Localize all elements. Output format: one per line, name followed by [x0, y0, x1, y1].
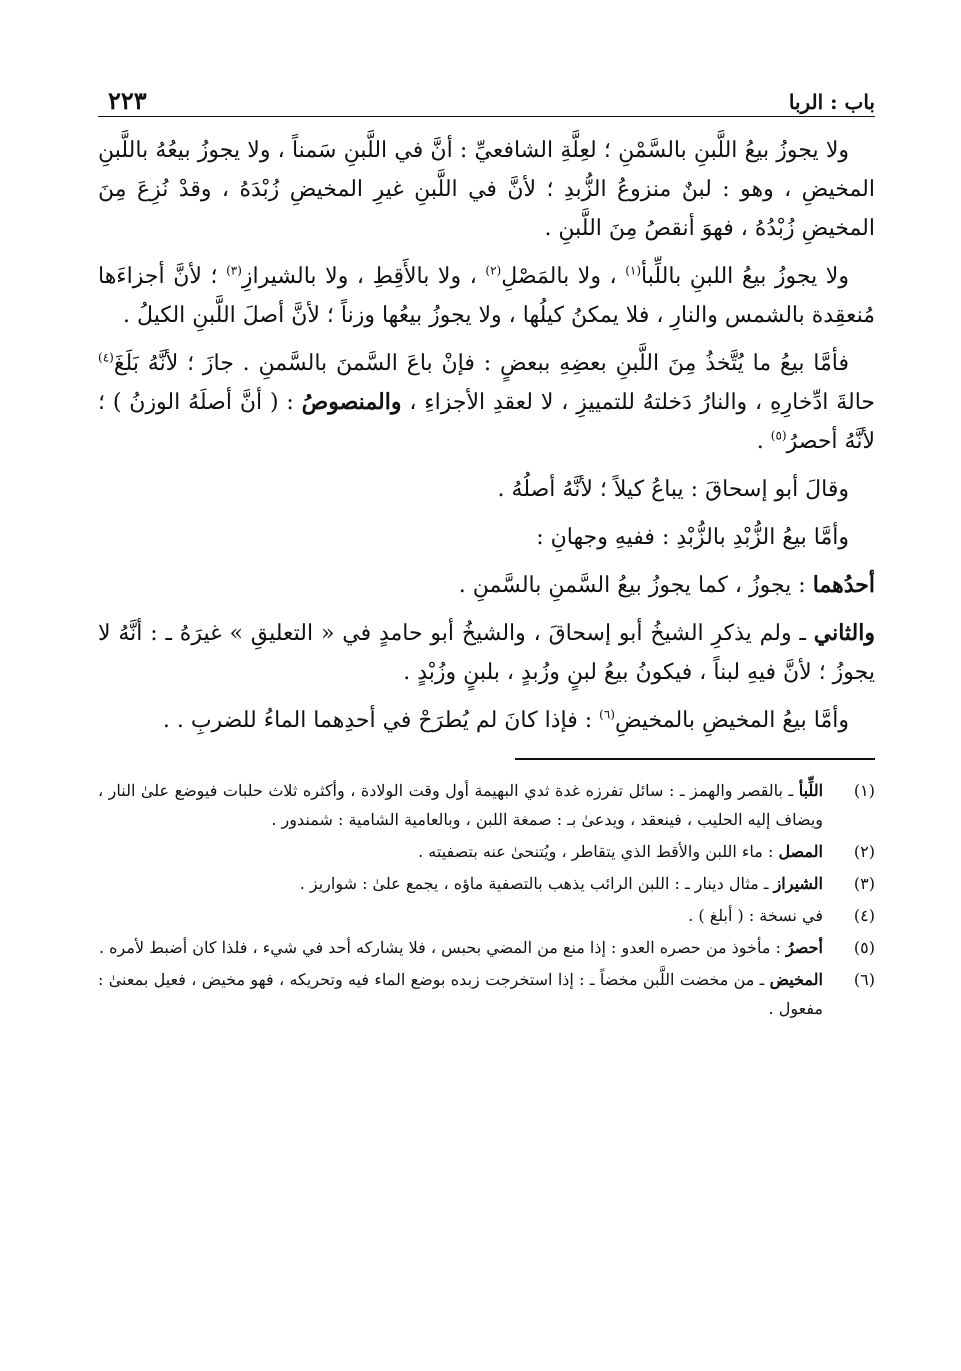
- document-page: [98, 80, 875, 1340]
- main-text: [98, 131, 875, 740]
- text-span: وأمَّا بيعُ المخيضِ بالمخيضِ: [614, 708, 849, 733]
- page-number: ٢٢٣: [108, 86, 147, 115]
- footnote-body: : مأخوذ من حصره العدو : إذا منع من المضي بحبس ، فلا يشاركه أحد في شيء ، فلذا كان أضبط لأمره .: [99, 938, 786, 957]
- footnote-head: الشيراز: [773, 874, 823, 893]
- text-span: : ( أنَّ أصلَهُ الوزنُ ) ؛ لأنَّهُ أحصرُ: [98, 390, 875, 454]
- footnote-ref-4: (٤): [98, 350, 114, 365]
- footnote-text: [98, 837, 823, 866]
- text-span: ولا يجوزُ بيعُ اللبنِ باللِّبأ: [641, 264, 849, 289]
- footnote-head: اللِّبأ: [798, 781, 824, 800]
- paragraph-6: [98, 566, 875, 605]
- footnote-item: [98, 869, 875, 898]
- footnote-head: المصل: [778, 842, 823, 861]
- footnote-text: [98, 933, 823, 962]
- text-span: .: [756, 429, 771, 454]
- footnote-head: المخيض: [769, 970, 823, 989]
- footnote-ref-3: (٣): [226, 263, 242, 278]
- chapter-title: باب : الربا: [788, 90, 875, 114]
- footnote-body: ـ بالقصر والهمز ـ : سائل تفرزه غدة ثدي البهيمة أول وقت الولادة ، وأكثره ثلاث حلبات فيوضع علىٰ النار ، ويضاف إليه الحليب ، فينعقد ، ويدعىٰ بـ : صمغة اللبن ، وبالعامية الشامية : شمندور .: [98, 781, 823, 829]
- text-span: : يجوزُ ، كما يجوزُ بيعُ السَّمنِ بالسَّمنِ .: [458, 573, 813, 598]
- footnote-number: (٦): [853, 970, 875, 989]
- text-span: ، ولا بالأَقِطِ ، ولا بالشيرازِ: [241, 264, 486, 289]
- footnote-ref-5: (٥): [770, 428, 787, 443]
- footnote-number: (٣): [853, 874, 875, 893]
- footnote-text: [98, 776, 823, 834]
- text-span: ؛ لأنَّ أجزاءَها مُنعقِدة بالشمس والنارِ ، فلا يمكنُ كيلُها ، ولا يجوزُ بيعُها وزناً ؛ لأنَّ أصلَ اللَّبنِ الكيلُ .: [98, 264, 875, 328]
- footnote-item: [98, 837, 875, 866]
- footnote-body: في نسخة : ( أبلغ ) .: [688, 906, 823, 925]
- footnote-body: ـ مثال دينار ـ : اللبن الرائب يذهب بالتصفية ماؤه ، يجمع علىٰ : شواريز .: [299, 874, 774, 893]
- bold-term: والثاني: [813, 620, 875, 646]
- footnote-number: (٤): [853, 906, 875, 925]
- paragraph-4: وقالَ أبو إسحاقَ : يباعُ كيلاً ؛ لأنَّهُ أصلُهُ .: [497, 477, 849, 502]
- text-span: : فإذا كانَ لم يُطرَحْ في أحدِهما الماءُ للضربِ . .: [162, 708, 600, 733]
- footnote-ref-2: (٢): [485, 263, 502, 278]
- footnote-ref-1: (١): [625, 263, 642, 278]
- footnote-number: (٥): [853, 938, 875, 957]
- text-span: ، ولا بالمَصْلِ: [501, 264, 626, 289]
- paragraph-1: ولا يجوزُ بيعُ اللَّبنِ بالسَّمْنِ ؛ لعِلَّةِ الشافعيِّ : أنَّ في اللَّبنِ سَمناً ، ولا يجوزُ بيعُهُ باللَّبنِ المخيضِ ، وهو : لبنٌ منزوعُ الزُّبدِ ؛ لأنَّ في اللَّبنِ غيرِ المخيضِ زُبْدَهُ ، وقدْ نُزِعَ مِنَ المخيضِ زُبْدُهُ ، فهوَ أنقصُ مِنَ اللَّبنِ .: [98, 138, 875, 241]
- footnote-body: : ماء اللبن والأقط الذي يتقاطر ، ويُتنحىٰ عنه بتصفيته .: [418, 842, 779, 861]
- footnote-divider: [515, 758, 875, 760]
- footnote-item: [98, 776, 875, 834]
- paragraph-8: [98, 701, 875, 740]
- bold-term: أحدُهما: [812, 572, 875, 598]
- footnote-item: [98, 901, 875, 930]
- footnote-item: [98, 933, 875, 962]
- footnote-text: [98, 901, 823, 930]
- bold-term: والمنصوصُ: [301, 389, 402, 415]
- text-span: ـ ولم يذكرِ الشيخُ أبو إسحاقَ ، والشيخُ أبو حامدٍ في « التعليقِ » غيرَهُ ـ : أنَّهُ لا يجوزُ ؛ لأنَّ فيهِ لبناً ، فيكونُ بيعُ لبنٍ وزُبدٍ ، بلبنٍ وزُبْدٍ .: [98, 621, 875, 685]
- paragraph-5: وأمَّا بيعُ الزُّبْدِ بالزُّبْدِ : ففيهِ وجهانِ :: [536, 525, 849, 550]
- footnote-text: [98, 869, 823, 898]
- footnote-ref-6: (٦): [599, 707, 615, 722]
- footnote-body: ـ من مخضت اللَّبن مخضاً ـ : إذا استخرجت زبده بوضع الماء فيه وتحريكه ، فهو مخيض ، فعيل بمعنىٰ : مفعول .: [98, 970, 823, 1018]
- footnote-item: [98, 965, 875, 1023]
- footnote-number: (٢): [853, 842, 875, 861]
- paragraph-3: [98, 344, 875, 461]
- text-span: فأمَّا بيعُ ما يُتَّخذُ مِنَ اللَّبنِ بعضِهِ ببعضٍ : فإنْ باعَ السَّمنَ بالسَّمنِ . جازَ ؛ لأنَّهُ بَلَغَ: [113, 351, 849, 376]
- footnote-text: [98, 965, 823, 1023]
- page-header: [98, 80, 875, 117]
- text-span: حالةَ ادِّخارِهِ ، والنارُ دَخلتهُ للتمييزِ ، لا لعقدِ الأجزاءِ ،: [401, 390, 875, 415]
- footnotes: [98, 776, 875, 1023]
- paragraph-2: [98, 257, 875, 335]
- footnote-number: (١): [853, 781, 875, 800]
- paragraph-7: [98, 614, 875, 692]
- footnote-head: أحصرُ: [785, 938, 823, 957]
